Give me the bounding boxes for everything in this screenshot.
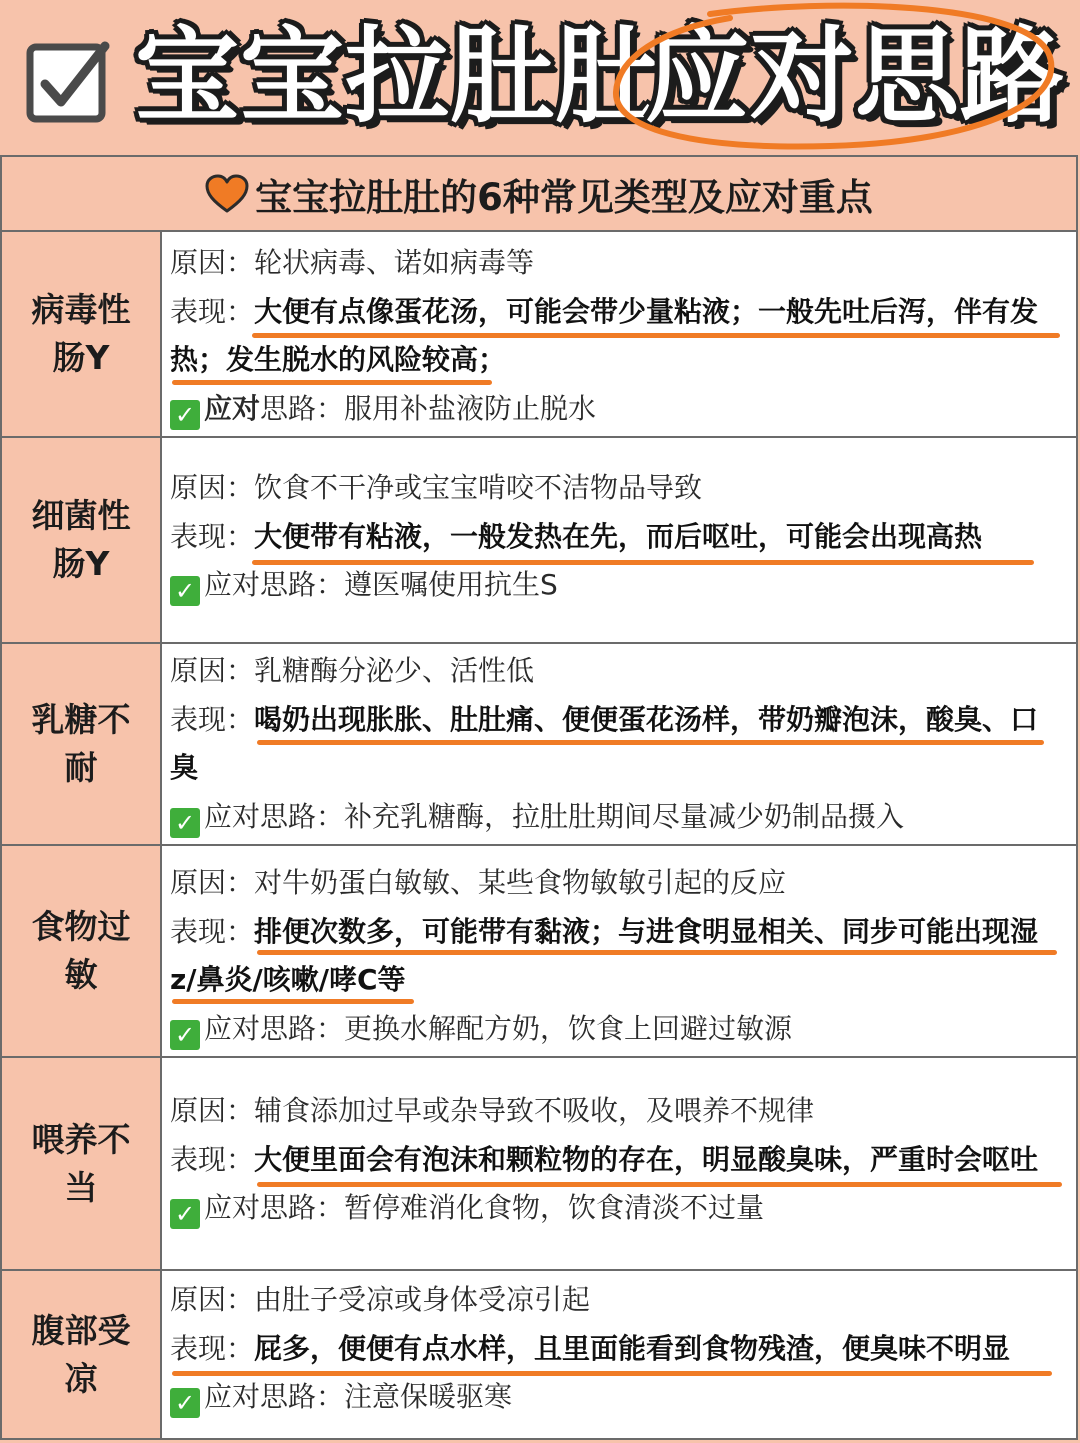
table-heading-text: 宝宝拉肚肚的6种常见类型及应对重点 (255, 175, 873, 219)
green-check-icon: ✓ (170, 400, 200, 430)
performance-text: 喝奶出现胀胀、肚肚痛、便便蛋花汤样，带奶瓣泡沫，酸臭、口臭 (170, 702, 1039, 784)
performance-line (170, 513, 1062, 562)
cause-text: 乳糖酶分泌少、活性低 (254, 654, 535, 687)
action-line (170, 1373, 1062, 1422)
green-check-icon: ✓ (170, 576, 200, 606)
performance-label: 表现： (170, 914, 255, 948)
performance-label: 表现： (170, 702, 255, 736)
underline-mark (252, 560, 1034, 565)
table-row (2, 1058, 1076, 1271)
cause-label: 原因： (170, 866, 255, 899)
row-type-label: 喂养不当 (31, 1119, 131, 1207)
row-type-cell (2, 438, 162, 642)
cause-label: 原因： (170, 1283, 255, 1316)
cause-line (170, 647, 1062, 696)
action-text: 更换水解配方奶，饮食上回避过敏源 (344, 1011, 793, 1045)
row-detail-cell (170, 1058, 1062, 1269)
table-row (2, 846, 1076, 1058)
cause-line (170, 1087, 1062, 1136)
row-type-cell (2, 846, 162, 1056)
cause-label: 原因： (170, 471, 255, 504)
cause-label: 原因： (170, 246, 255, 279)
cause-line (170, 859, 1062, 908)
cause-label: 原因： (170, 1094, 255, 1127)
diarrhea-types-table (0, 155, 1078, 1440)
row-type-label: 食物过敏 (31, 907, 131, 994)
action-text: 暂停难消化食物，饮食清淡不过量 (344, 1191, 765, 1224)
row-type-label: 腹部受凉 (31, 1310, 131, 1398)
performance-label: 表现： (170, 1142, 255, 1176)
cause-text: 饮食不干净或宝宝啃咬不洁物品导致 (254, 471, 703, 504)
action-text: 注意保暖驱寒 (344, 1380, 513, 1413)
cause-line (170, 464, 1062, 513)
underline-mark (257, 950, 1057, 955)
row-type-cell (2, 1058, 162, 1269)
underline-mark (172, 380, 492, 385)
row-type-cell (2, 644, 162, 844)
action-line (170, 1184, 1062, 1233)
page-title-main: 宝宝拉肚肚 (135, 15, 661, 137)
performance-text: 大便带有粘液，一般发热在先，而后呕吐，可能会出现高热 (254, 519, 983, 553)
action-label: 应对思路： (204, 799, 345, 833)
performance-label: 表现： (170, 519, 255, 553)
action-text: 遵医嘱使用抗生S (344, 568, 558, 601)
action-text: 服用补盐液防止脱水 (344, 391, 597, 425)
action-label: 应对思路： (204, 1191, 345, 1224)
action-label-bold: 应对 (204, 391, 261, 425)
performance-line (170, 1136, 1062, 1185)
performance-text: 排便次数多，可能带有黏液；与进食明显相关、同步可能出现湿z/鼻炎/咳嗽/哮C等 (170, 914, 1039, 996)
performance-label: 表现： (170, 294, 255, 328)
underline-mark (257, 1182, 1062, 1187)
row-type-label: 细菌性肠Y (31, 496, 131, 583)
row-detail-cell (170, 1271, 1062, 1438)
performance-label: 表现： (170, 1331, 255, 1365)
table-heading (2, 157, 1076, 232)
cause-text: 由肚子受凉或身体受凉引起 (254, 1283, 591, 1316)
table-row (2, 232, 1076, 438)
performance-text: 大便里面会有泡沫和颗粒物的存在，明显酸臭味，严重时会呕吐 (254, 1142, 1039, 1176)
cause-text: 辅食添加过早或杂导致不吸收，及喂养不规律 (254, 1094, 815, 1127)
action-line (170, 385, 1062, 434)
cause-text: 轮状病毒、诺如病毒等 (254, 246, 535, 279)
table-row (2, 438, 1076, 644)
underline-mark (172, 999, 414, 1004)
performance-text: 屁多，便便有点水样，且里面能看到食物残渣，便臭味不明显 (254, 1331, 1011, 1365)
action-label: 思路： (260, 391, 345, 425)
cause-text: 对牛奶蛋白敏敏、某些食物敏敏引起的反应 (254, 866, 787, 899)
row-type-cell (2, 1271, 162, 1438)
cause-line (170, 239, 1062, 288)
row-type-cell (2, 232, 162, 436)
header (0, 0, 1080, 155)
action-line (170, 1005, 1062, 1054)
cause-label: 原因： (170, 654, 255, 687)
table-row (2, 644, 1076, 846)
page-title-highlight: 应对思路 (645, 15, 1066, 137)
green-check-icon: ✓ (170, 1388, 200, 1418)
action-line (170, 793, 1062, 842)
underline-mark (257, 740, 1044, 745)
row-type-label: 乳糖不耐 (31, 700, 131, 787)
action-label: 应对思路： (204, 568, 345, 601)
checkbox-icon (25, 38, 113, 126)
action-line (170, 561, 1062, 610)
underline-mark (172, 1371, 1052, 1376)
underline-mark (252, 333, 1060, 338)
performance-line (170, 908, 1062, 1005)
row-type-label: 病毒性肠Y (31, 290, 131, 377)
action-label: 应对思路： (204, 1011, 345, 1045)
action-label: 应对思路： (204, 1380, 345, 1413)
action-text: 补充乳糖酶，拉肚肚期间尽量减少奶制品摄入 (344, 799, 905, 833)
row-detail-cell (170, 438, 1062, 642)
table-row (2, 1271, 1076, 1438)
green-check-icon: ✓ (170, 1020, 200, 1050)
heart-icon (205, 174, 249, 214)
green-check-icon: ✓ (170, 808, 200, 838)
performance-line (170, 1325, 1062, 1374)
green-check-icon: ✓ (170, 1199, 200, 1229)
cause-line (170, 1276, 1062, 1325)
performance-text: 大便有点像蛋花汤，可能会带少量粘液；一般先吐后泻，伴有发热；发生脱水的风险较高； (170, 294, 1039, 376)
